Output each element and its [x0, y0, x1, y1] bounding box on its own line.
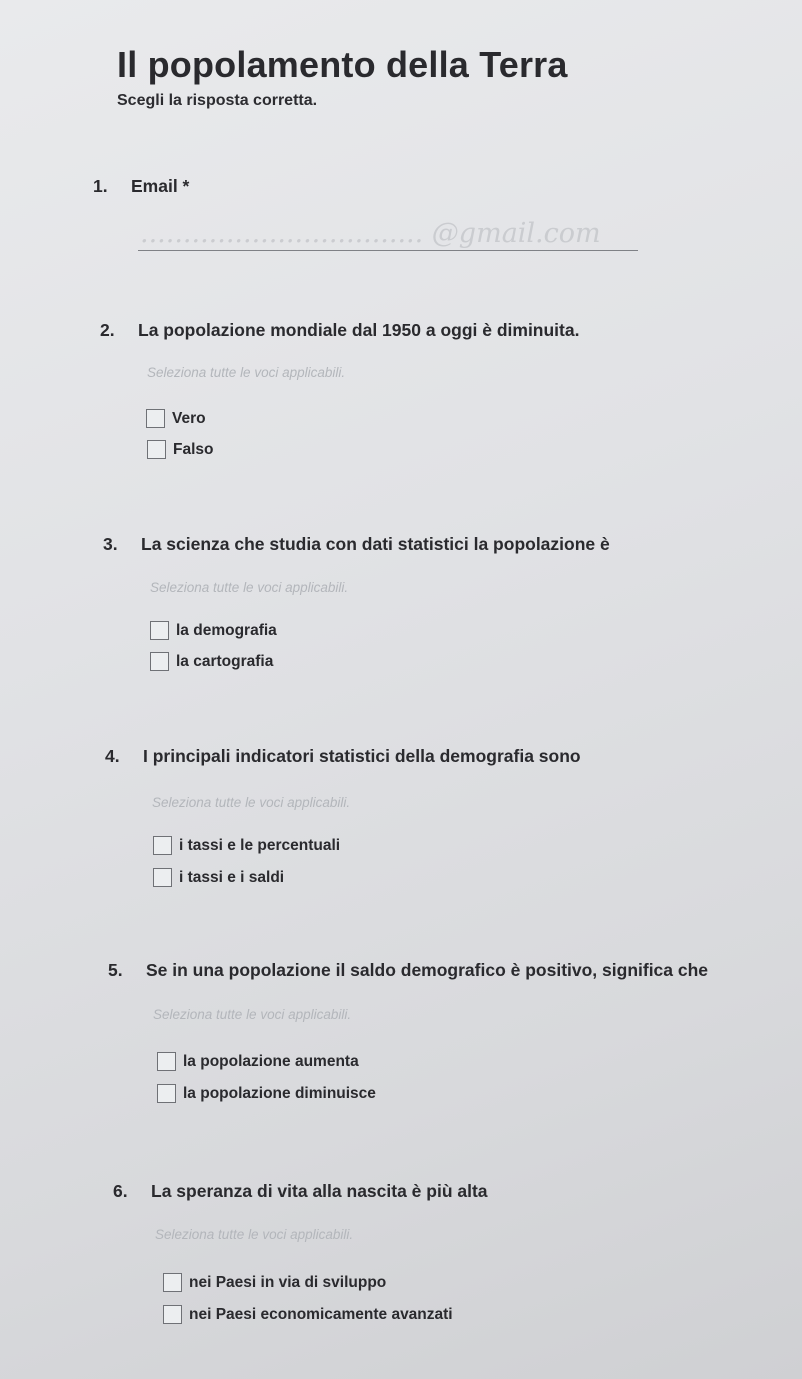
- option-label: la cartografia: [176, 652, 274, 670]
- question-hint: Seleziona tutte le voci applicabili.: [152, 795, 351, 810]
- question-number: 1.: [93, 176, 108, 196]
- question-number: 6.: [113, 1181, 128, 1201]
- question-6: [113, 1181, 488, 1202]
- option-checkbox[interactable]: [146, 409, 206, 428]
- question-4: [105, 746, 581, 767]
- option-label: Falso: [173, 440, 214, 458]
- email-label: Email *: [131, 176, 190, 196]
- email-field[interactable]: ................................. @gmail.com: [140, 218, 601, 249]
- checkbox-icon[interactable]: [150, 621, 169, 640]
- checkbox-icon[interactable]: [163, 1305, 182, 1324]
- question-3: [103, 534, 610, 555]
- checkbox-icon[interactable]: [163, 1273, 182, 1292]
- question-email: [93, 176, 189, 197]
- form-title: Il popolamento della Terra: [117, 44, 568, 85]
- checkbox-icon[interactable]: [153, 868, 172, 887]
- option-label: Vero: [172, 409, 206, 427]
- question-number: 2.: [100, 320, 115, 340]
- question-text: La scienza che studia con dati statistici la popolazione è: [141, 534, 610, 554]
- question-text: La popolazione mondiale dal 1950 a oggi è diminuita.: [138, 320, 580, 340]
- question-number: 4.: [105, 746, 120, 766]
- checkbox-icon[interactable]: [147, 440, 166, 459]
- question-text: I principali indicatori statistici della demografia sono: [143, 746, 581, 766]
- question-number: 5.: [108, 960, 123, 980]
- option-checkbox[interactable]: [150, 621, 277, 640]
- option-checkbox[interactable]: [153, 868, 284, 887]
- checkbox-icon[interactable]: [146, 409, 165, 428]
- option-label: nei Paesi in via di sviluppo: [189, 1273, 387, 1291]
- option-label: la demografia: [176, 621, 277, 639]
- question-text: Se in una popolazione il saldo demografico è positivo, significa che: [146, 960, 709, 980]
- question-hint: Seleziona tutte le voci applicabili.: [155, 1227, 354, 1242]
- option-checkbox[interactable]: [157, 1084, 376, 1103]
- option-checkbox[interactable]: [147, 440, 213, 459]
- checkbox-icon[interactable]: [157, 1084, 176, 1103]
- question-text: La speranza di vita alla nascita è più alta: [151, 1181, 488, 1201]
- form-subtitle: Scegli la risposta corretta.: [117, 92, 318, 109]
- option-label: la popolazione aumenta: [183, 1052, 359, 1070]
- option-label: la popolazione diminuisce: [183, 1084, 376, 1102]
- question-hint: Seleziona tutte le voci applicabili.: [150, 580, 349, 595]
- question-hint: Seleziona tutte le voci applicabili.: [153, 1007, 352, 1022]
- checkbox-icon[interactable]: [150, 652, 169, 671]
- option-checkbox[interactable]: [157, 1052, 359, 1071]
- option-label: nei Paesi economicamente avanzati: [189, 1305, 453, 1323]
- email-underline: [138, 250, 638, 251]
- question-2: [100, 320, 579, 341]
- option-label: i tassi e i saldi: [179, 868, 285, 886]
- checkbox-icon[interactable]: [157, 1052, 176, 1071]
- option-label: i tassi e le percentuali: [179, 836, 341, 854]
- question-number: 3.: [103, 534, 118, 554]
- option-checkbox[interactable]: [163, 1273, 386, 1292]
- option-checkbox[interactable]: [150, 652, 273, 671]
- checkbox-icon[interactable]: [153, 836, 172, 855]
- option-checkbox[interactable]: [153, 836, 340, 855]
- option-checkbox[interactable]: [163, 1305, 453, 1324]
- question-5: [108, 960, 708, 981]
- question-hint: Seleziona tutte le voci applicabili.: [147, 365, 346, 380]
